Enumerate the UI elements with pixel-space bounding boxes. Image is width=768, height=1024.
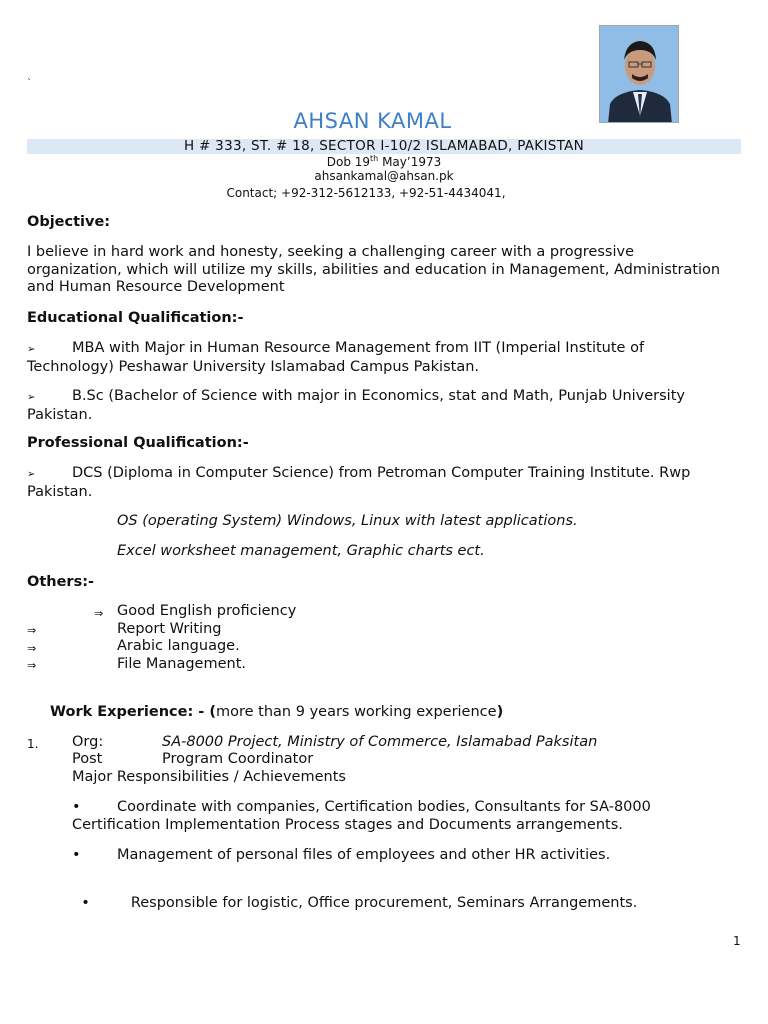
objective-heading: Objective: — [27, 214, 111, 230]
dot-bullet-icon: • — [72, 799, 81, 815]
double-arrow-icon: ⇒ — [27, 659, 37, 672]
post-value: Program Coordinator — [162, 751, 314, 767]
page-number: 1 — [733, 934, 741, 948]
org-label: Org: — [72, 734, 104, 750]
work-heading-note: more than 9 years working experience — [216, 704, 497, 720]
education-item-text: B.Sc (Bachelor of Science with major in Economics, stat and Math, Punjab University Pakistan. — [27, 388, 685, 423]
contact: Contact; +92-312-5612133, +92-51-4434041, — [226, 186, 506, 200]
professional-item — [27, 465, 697, 501]
objective-text: I believe in hard work and honesty, seeking a challenging career with a progressive organization, which will utilize my skills, abilities and education in Management, Administration and Human Resource Development — [27, 244, 721, 295]
professional-heading: Professional Qualification:- — [27, 435, 249, 451]
dot-bullet-icon: • — [81, 894, 90, 911]
professional-sub-item: Excel worksheet management, Graphic charts ect. — [117, 543, 485, 559]
work-heading-bold: Work Experience: - ( — [50, 704, 216, 720]
double-arrow-icon: ⇒ — [27, 624, 37, 637]
education-heading: Educational Qualification:- — [27, 310, 244, 326]
education-item — [27, 388, 687, 424]
email: ahsankamal@ahsan.pk — [314, 169, 454, 183]
job-number: 1. — [27, 737, 39, 751]
arrow-bullet-icon: ➢ — [27, 344, 36, 355]
professional-item-text: DCS (Diploma in Computer Science) from Petroman Computer Training Institute. Rwp Pakistan. — [27, 465, 691, 500]
address: H # 333, ST. # 18, SECTOR I-10/2 ISLAMABAD, PAKISTAN — [183, 138, 585, 154]
others-heading: Others:- — [27, 574, 95, 590]
responsibility-text: Management of personal files of employees and other HR activities. — [117, 847, 611, 863]
responsibility-item — [72, 847, 712, 865]
dob-prefix: Dob 19 — [326, 155, 371, 169]
others-item: File Management. — [117, 656, 246, 672]
work-heading-close: ) — [496, 704, 504, 720]
dot-bullet-icon: • — [72, 847, 81, 863]
responsibility-text: Coordinate with companies, Certification bodies, Consultants for SA-8000 Certification Implementation Process stages and Documents arrangements. — [72, 799, 651, 833]
work-heading — [50, 704, 750, 722]
responsibilities-label: Major Responsibilities / Achievements — [72, 769, 346, 785]
org-value: SA-8000 Project, Ministry of Commerce, Islamabad Paksitan — [162, 734, 598, 750]
double-arrow-icon: ⇒ — [94, 607, 104, 620]
arrow-bullet-icon: ➢ — [27, 469, 36, 480]
post-label: Post — [72, 751, 103, 767]
others-item: Report Writing — [117, 621, 222, 637]
professional-sub-item: OS (operating System) Windows, Linux with latest applications. — [117, 513, 578, 529]
others-item: Arabic language. — [117, 638, 240, 654]
responsibility-item — [72, 877, 712, 912]
arrow-bullet-icon: ➢ — [27, 392, 36, 403]
candidate-name: AHSAN KAMAL — [293, 109, 452, 133]
responsibility-item — [72, 799, 712, 834]
dob-sup: th — [370, 154, 379, 163]
stray-mark: ` — [27, 78, 32, 89]
date-of-birth — [0, 155, 768, 170]
others-item: Good English proficiency — [117, 603, 297, 619]
dob-suffix: May’1973 — [378, 155, 442, 169]
responsibility-text: Responsible for logistic, Office procurement, Seminars Arrangements. — [126, 894, 638, 911]
education-item — [27, 340, 687, 376]
education-item-text: MBA with Major in Human Resource Management from IIT (Imperial Institute of Technology) Peshawar University Islamabad Campus Pakistan. — [27, 340, 645, 375]
double-arrow-icon: ⇒ — [27, 642, 37, 655]
